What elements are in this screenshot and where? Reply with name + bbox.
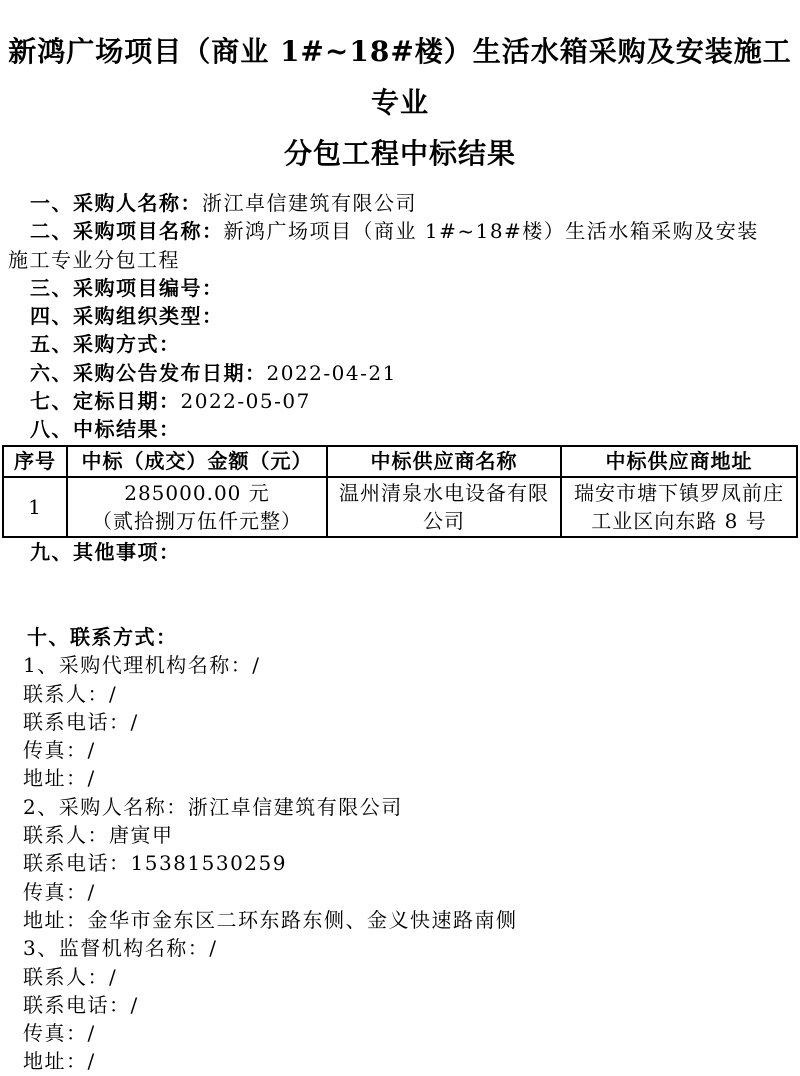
header-seq: 序号 [3, 446, 67, 477]
table-header-row [3, 446, 797, 477]
cell-seq: 1 [3, 477, 67, 537]
contact-line-agency-name: 1、采购代理机构名称：/ [23, 653, 261, 678]
header-amount: 中标（成交）金额（元） [67, 446, 327, 477]
amount-number: 285000.00 元 [124, 480, 270, 505]
item-project-number [8, 274, 792, 302]
document-body [8, 189, 792, 1076]
item-award-date [8, 387, 792, 415]
item-label: 六、采购公告发布日期： [30, 360, 267, 385]
item-value: 新鸿广场项目（商业 1#~18#楼）生活水箱采购及安装施工专业分包工程 [8, 219, 759, 272]
item-value: 2022-04-21 [266, 360, 397, 385]
contact-line: 传真：/ [23, 879, 96, 904]
item-label: 四、采购组织类型： [30, 304, 224, 329]
contact-line: 传真：/ [23, 1021, 96, 1046]
item-value: 浙江卓信建筑有限公司 [202, 191, 417, 215]
header-supplier-name: 中标供应商名称 [327, 446, 561, 477]
blank-gap [8, 566, 792, 623]
contact-line: 地址：/ [23, 766, 96, 791]
contact-line: 地址：金华市金东区二环东路东侧、金义快速路南侧 [23, 907, 518, 932]
item-bid-result [8, 415, 792, 443]
cell-supplier-name: 温州清泉水电设备有限公司 [327, 477, 561, 537]
title-line-1: 新鸿广场项目（商业 1#~18#楼）生活水箱采购及安装施工专业 [8, 35, 792, 119]
item-label: 九、其他事项： [30, 539, 181, 564]
item-procurement-method [8, 330, 792, 358]
contact-line: 联系电话：15381530259 [23, 851, 287, 876]
contact-line-supervisor-name: 3、监督机构名称：/ [23, 936, 218, 961]
amount-in-words: （贰拾捌万伍仟元整） [92, 508, 302, 533]
bid-result-table [2, 445, 798, 538]
contact-line: 联系电话：/ [23, 992, 139, 1017]
cell-supplier-address: 瑞安市塘下镇罗凤前庄工业区向东路 8 号 [561, 477, 797, 537]
item-label: 七、定标日期： [30, 389, 181, 414]
cell-amount [67, 477, 327, 537]
contact-line: 传真：/ [23, 738, 96, 763]
contact-line-purchaser-name: 2、采购人名称：浙江卓信建筑有限公司 [23, 794, 403, 819]
contact-line: 联系人：/ [23, 964, 118, 989]
contact-line: 联系电话：/ [23, 709, 139, 734]
item-announcement-date [8, 359, 792, 387]
item-organization-type [8, 302, 792, 330]
document-title [8, 26, 792, 179]
item-purchaser-name [8, 189, 792, 217]
contact-line: 地址：/ [23, 1049, 96, 1074]
item-value: 2022-05-07 [180, 389, 311, 414]
contact-line: 联系人：/ [23, 681, 118, 706]
item-label: 八、中标结果： [30, 417, 181, 442]
item-label: 一、采购人名称： [30, 191, 202, 215]
item-other-matters [8, 538, 792, 566]
item-label: 三、采购项目编号： [30, 275, 224, 300]
item-label: 五、采购方式： [30, 332, 181, 357]
contact-heading: 十、联系方式： [27, 624, 178, 649]
item-project-name [8, 217, 772, 274]
item-label: 二、采购项目名称： [30, 219, 224, 244]
header-supplier-address: 中标供应商地址 [561, 446, 797, 477]
title-line-2: 分包工程中标结果 [283, 137, 516, 170]
table-row [3, 477, 797, 537]
contact-line: 联系人：唐寅甲 [23, 823, 174, 848]
